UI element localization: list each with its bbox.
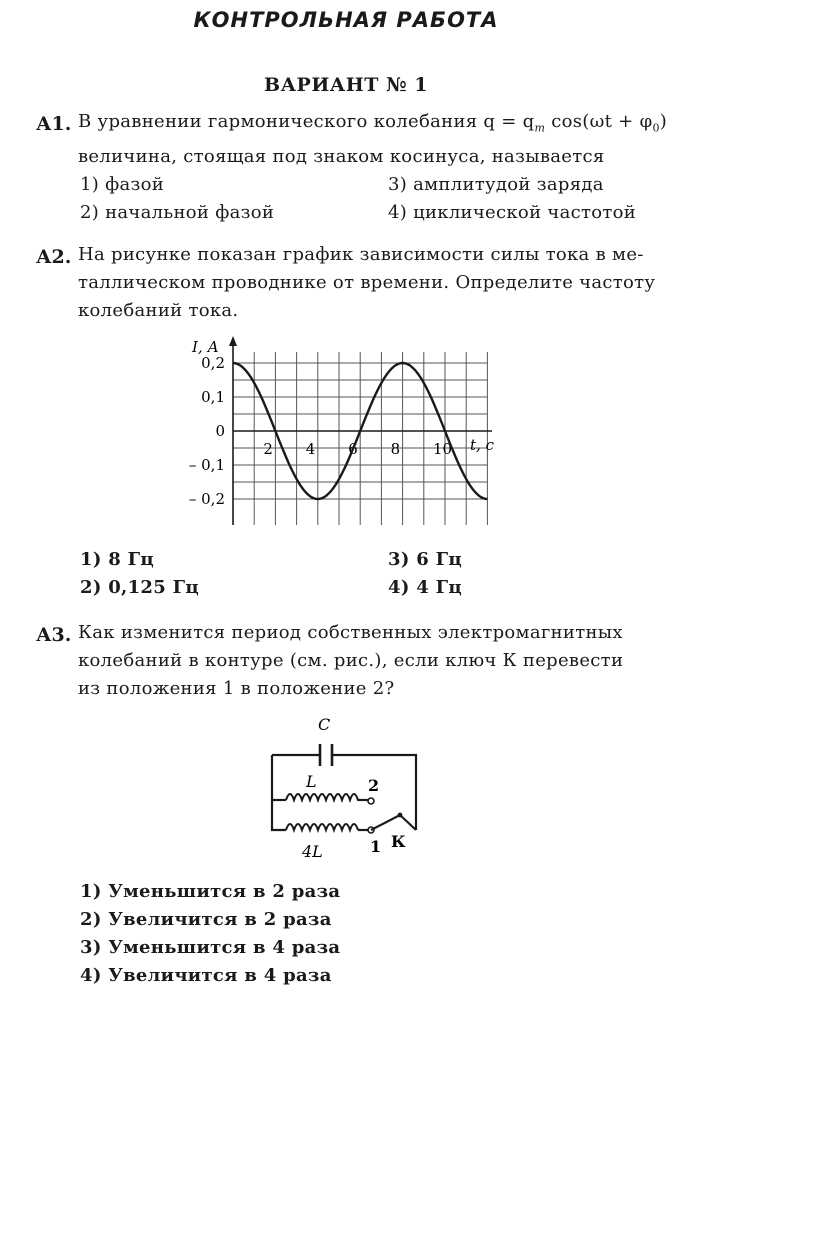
formula-subscript-0: 0 <box>652 121 660 135</box>
switch-k-wire <box>400 815 416 830</box>
x-tick-label: 4 <box>305 440 316 458</box>
question-a1-line-1 <box>78 108 667 143</box>
x-axis-label: t, с <box>470 436 494 454</box>
switch-k-label: К <box>391 832 406 851</box>
a1-option-3[interactable]: 3) амплитудой заряда <box>388 174 604 195</box>
question-a3-text <box>78 619 623 703</box>
formula-cos: cos(ωt + φ <box>545 111 653 132</box>
question-a3-line-1: Как изменится период собственных электромагнитных <box>78 622 623 643</box>
inductor-l-icon <box>286 794 364 800</box>
x-tick-label: 2 <box>263 440 273 458</box>
capacitor-label: C <box>318 715 331 734</box>
position-2-label: 2 <box>368 776 380 795</box>
a2-option-4[interactable]: 4) 4 Гц <box>388 577 462 598</box>
y-tick-label: 0,1 <box>201 388 225 406</box>
position-1-label: 1 <box>370 837 382 856</box>
x-tick-label: 8 <box>390 440 401 458</box>
inductor-4l-icon <box>286 824 358 830</box>
question-a1-number: А1. <box>36 113 72 135</box>
question-a1-line-2: величина, стоящая под знаком косинуса, называется <box>78 145 605 167</box>
circuit-wire-left <box>272 755 286 830</box>
question-a2-line-1: На рисунке показан график зависимости силы тока в ме- <box>78 244 644 265</box>
page-title: КОНТРОЛЬНАЯ РАБОТА <box>193 8 499 32</box>
y-tick-label: 0 <box>215 422 225 440</box>
switch-k-blade <box>371 815 400 830</box>
a3-option-3[interactable]: 3) Уменьшится в 4 раза <box>80 937 341 958</box>
a3-option-1[interactable]: 1) Уменьшится в 2 раза <box>80 881 341 902</box>
question-a2-line-3: колебаний тока. <box>78 300 239 321</box>
inductor-l-label: L <box>306 772 317 791</box>
question-a1-text <box>78 108 667 171</box>
inductor-4l-label: 4L <box>302 842 323 861</box>
question-a3-number: А3. <box>36 624 72 646</box>
question-a2-line-2: таллическом проводнике от времени. Определите частоту <box>78 272 656 293</box>
question-a3-line-3: из положения 1 в положение 2? <box>78 678 395 699</box>
y-tick-label: – 0,1 <box>188 456 225 474</box>
y-axis-arrow <box>229 336 237 346</box>
a2-option-2[interactable]: 2) 0,125 Гц <box>80 577 199 598</box>
variant-heading: ВАРИАНТ № 1 <box>264 74 428 96</box>
a1-option-2[interactable]: 2) начальной фазой <box>80 202 275 223</box>
switch-k-pivot <box>398 813 403 818</box>
y-tick-label: 0,2 <box>201 354 225 372</box>
x-tick-label: 10 <box>433 440 453 458</box>
a3-option-2[interactable]: 2) Увеличится в 2 раза <box>80 909 332 930</box>
y-tick-label: – 0,2 <box>188 490 225 508</box>
a1-option-4[interactable]: 4) циклической частотой <box>388 202 637 223</box>
question-a1-line-1-text: В уравнении гармонического колебания q = q <box>78 111 535 132</box>
contact-2 <box>368 798 374 804</box>
formula-end: ) <box>659 111 668 132</box>
y-tick-labels <box>189 354 225 508</box>
question-a3-line-2: колебаний в контуре (см. рис.), если ключ К перевести <box>78 650 624 671</box>
x-tick-label: 6 <box>348 440 358 458</box>
a1-option-1[interactable]: 1) фазой <box>80 174 165 195</box>
formula-subscript-m: m <box>534 121 546 135</box>
question-a2-text <box>78 241 655 325</box>
a2-option-1[interactable]: 1) 8 Гц <box>80 549 154 570</box>
a2-option-3[interactable]: 3) 6 Гц <box>388 549 462 570</box>
y-axis-label: I, А <box>192 338 219 356</box>
current-time-chart <box>170 330 510 530</box>
a3-option-4[interactable]: 4) Увеличится в 4 раза <box>80 965 332 986</box>
lc-circuit-diagram <box>260 712 430 862</box>
question-a2-number: А2. <box>36 246 72 268</box>
